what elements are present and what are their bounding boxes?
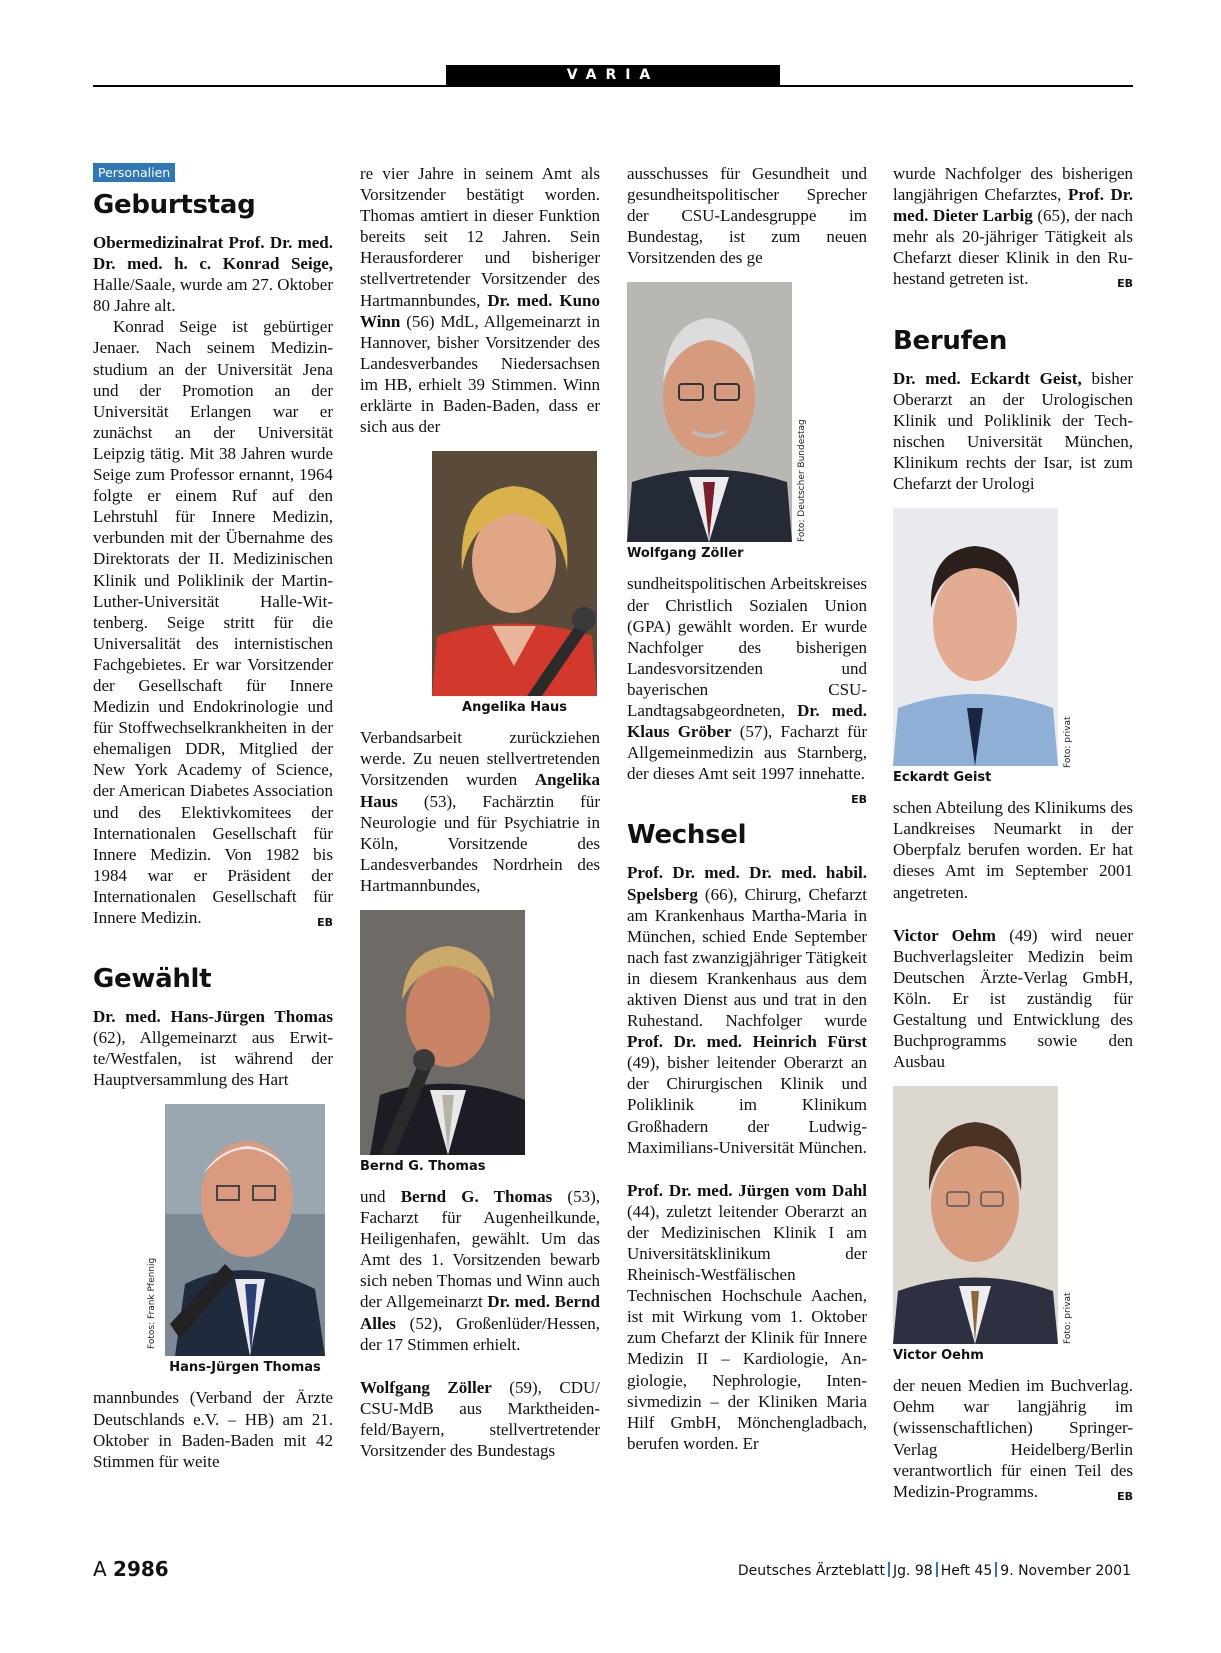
person-name: Dr. med. Eckardt Geist,: [893, 368, 1082, 388]
text: Halle/Saale, wurde am 27. Oktober 80 Jahre alt.: [93, 275, 333, 316]
author-initials: EB: [851, 793, 867, 807]
paragraph: [893, 1375, 1133, 1502]
person-name: Dr. med. Hans-Jürgen Thomas: [93, 1007, 333, 1027]
header-rule: [93, 85, 1133, 87]
photo-caption: Angelika Haus: [462, 700, 567, 716]
issue: Heft 45: [940, 1563, 993, 1579]
photo-caption: Eckardt Geist: [893, 770, 992, 786]
photo-caption: Victor Oehm: [893, 1348, 984, 1364]
journal-name: Deutsches Ärzteblatt: [737, 1563, 885, 1579]
person-name: Prof. Dr. med. Heinrich Fürst: [627, 1032, 867, 1052]
separator: [995, 1562, 997, 1577]
text: und: [360, 1186, 401, 1206]
paragraph: [893, 163, 1133, 290]
paragraph: [93, 316, 333, 928]
paragraph: [360, 727, 600, 896]
paragraph: [893, 368, 1133, 495]
paragraph: [360, 1377, 600, 1461]
paragraph: [627, 573, 867, 807]
paragraph: [627, 1180, 867, 1454]
photo-caption: Bernd G. Thomas: [360, 1158, 486, 1174]
text: Konrad Seige ist gebürtiger Jenaer. Nach seinem Medizinstudium an der Universität Jena und der Promotion an der Universität Erlangen war er zunächst an der Universität Leipzig tätig. Mit 38 Jahren wurde Seige zum Professor ernannt, 1964 folgte er einem Ruf auf den Lehrstuhl für Innere Medizin, verbunden mit der Übernahme des Direktorats der II. Medizinischen Klinik und Poliklinik der Martin-Luther-Universität Halle-Wittenberg. Seige stritt für die Universalität des internistischen Fachgebietes. Er war Vorsitzender der Gesellschaft für Innere Medizin und Endokrinologie und für Stoffwechselkrankheiten in der ehemaligen DDR, Mitglied der New York Academy of Science, der American Diabetes Association und des Elektivkomitees der Internationalen Gesellschaft für Innere Medizin. Von 1982 bis 1984 war er Präsident der Internationalen Gesellschaft für Innere Medizin.: [93, 317, 333, 927]
text: mannbundes (Verband der Ärzte Deutschlands e.V. – HB) am 21. Oktober in Baden-Baden mit 42 Stimmen für weite: [93, 1388, 333, 1471]
column-4: [893, 163, 1133, 1507]
section-banner: VARIA: [446, 65, 780, 86]
text: (53), Facharzt für Augenheilkunde, Heiligenhafen, gewählt. Um das Amt des 1. Vorsitzenden bewarb sich neben Thomas und Winn auch der Allgemeinarzt: [360, 1186, 601, 1312]
photo-caption: Wolfgang Zöller: [627, 546, 744, 562]
paragraph: [93, 1387, 333, 1471]
text: bisher Oberarzt an der Urologischen Klinik und Poliklinik der Technischen Universität München, Klinikum rechts der Isar, ist zum Chefarzt der Urologi: [893, 368, 1133, 494]
text: re vier Jahre in seinem Amt als Vorsitzender bestätigt worden. Thomas amtiert in dieser Funktion bereits seit 12 Jahren. Sein Herausforderer und bisheriger stellvertretender Vorsitzender des Hartmannbundes,: [360, 164, 600, 310]
photo-credit: Fotos: Frank Pfennig: [147, 1258, 157, 1350]
figure-bernd-thomas: [360, 910, 525, 1174]
page-number: [93, 1557, 169, 1581]
text: (66), Chirurg, Chefarzt am Krankenhaus Martha-Maria in München, schied Ende September nach fast zwanzigjähriger Tätigkeit in diesem Krankenhaus aus dem aktiven Dienst aus und trat in den Ruhestand. Nachfolger wurde: [627, 884, 867, 1031]
person-name: Dr. med. Bernd Alles: [360, 1292, 600, 1333]
paragraph: [360, 163, 600, 437]
category-tag: Personalien: [93, 163, 175, 182]
portrait-photo: [165, 1104, 325, 1356]
person-name: Wolfgang Zöller: [360, 1377, 492, 1397]
heading-wechsel: Wechsel: [627, 820, 747, 851]
paragraph: [93, 232, 333, 316]
column-2: [360, 163, 600, 1461]
text: (57), Facharzt für Allgemeinmedizin aus Starnberg, der dieses Amt seit 1997 innehatte.: [627, 722, 867, 784]
person-name: Obermedizinalrat Prof. Dr. med. Dr. med. h. c. Konrad Seige,: [93, 233, 333, 274]
author-initials: EB: [1117, 277, 1133, 291]
paragraph: [360, 1186, 600, 1355]
text: (52), Großenlüder/Hessen, der 17 Stimmen erhielt.: [360, 1313, 600, 1354]
text: der neuen Medien im Buchverlag. Oehm war langjährig im (wissenschaftlichen) Springer-Verlag Heidelberg/Berlin verantwortlich für einen Teil des Medizin-Programms.: [893, 1376, 1133, 1501]
text: wurde Nachfolger des bisherigen langjährigen Chefarztes,: [893, 164, 1133, 205]
person-name: Angelika Haus: [360, 770, 600, 811]
heading-berufen: Berufen: [893, 325, 1008, 356]
text: Verbandsarbeit zurückziehen werde. Zu neuen stellvertretenden Vorsitzenden wurden: [360, 728, 600, 790]
separator: [888, 1562, 890, 1577]
portrait-photo: [893, 508, 1058, 766]
volume: Jg. 98: [892, 1563, 933, 1579]
person-name: Prof. Dr. med. Dr. med. habil. Spelsberg: [627, 863, 867, 904]
column-3: [627, 163, 867, 1454]
portrait-photo: [432, 451, 597, 696]
text: sundheitspolitischen Arbeitskreises der Christlich Sozialen Union (GPA) gewählt worden. Er wurde Nachfolger des bisherigen Landesvorsitzenden und bayerischen CSU-Landtagsabgeordneten,: [627, 574, 867, 721]
text: (53), Fachärztin für Neurologie und für Psychiatrie in Köln, Vorsitzende des Landesverbandes Nordrhein des Hartmannbundes,: [360, 791, 600, 895]
page-letter: A: [93, 1557, 107, 1581]
text: (65), der nach mehr als 20-jähriger Tätigkeit als Chefarzt dieser Klinik in den Ruhestand getreten ist.: [893, 206, 1133, 289]
heading-geburtstag: Geburtstag: [93, 190, 256, 220]
paragraph: [93, 1006, 333, 1090]
text: (62), Allgemeinarzt aus Erwitte/Westfalen, ist während der Hauptversammlung des Hart: [93, 1028, 333, 1090]
photo-credit: Foto: privat: [1063, 716, 1073, 769]
journal-info: [738, 1562, 1131, 1579]
person-name: Prof. Dr. med. Dieter Larbig: [893, 185, 1133, 226]
paragraph: [893, 797, 1133, 902]
figure-angelika-haus: [432, 451, 597, 715]
text: ausschusses für Gesundheit und gesundheitspolitischer Sprecher der CSU-Landesgruppe im Bundestag, ist zum neuen Vorsitzenden des ge: [627, 164, 867, 268]
text: (59), CDU/ CSU-MdB aus Marktheidenfeld/Bayern, stellvertretender Vorsitzender des Bundestags: [360, 1377, 600, 1460]
text: (56) MdL, Allgemeinarzt in Hannover, bisher Vorsitzender des Landesverbandes Niedersachsen im HB, erhielt 39 Stimmen. Winn erklärte in Baden-Baden, dass er sich aus der: [360, 311, 600, 437]
photo-credit: Foto: privat: [1063, 1292, 1073, 1345]
author-initials: EB: [317, 916, 333, 929]
column-1: [93, 163, 333, 1472]
heading-gewaehlt: Gewählt: [93, 964, 212, 995]
text: (49) wird neuer Buchverlagsleiter Medizin beim Deutschen Ärzte-Verlag GmbH, Köln. Er ist zuständig für Gestaltung und Entwicklung des Buchprogramms sowie den Ausbau: [893, 925, 1133, 1072]
photo-caption: Hans-Jürgen Thomas: [169, 1360, 321, 1376]
portrait-photo: [360, 910, 525, 1155]
person-name: Dr. med. Kuno Winn: [360, 290, 600, 331]
portrait-photo: [627, 282, 792, 542]
figure-eckardt-geist: [893, 508, 1073, 786]
person-name: Dr. med. Klaus Gröber: [627, 701, 867, 742]
figure-hans-juergen-thomas: [147, 1104, 325, 1376]
portrait-photo: [893, 1086, 1058, 1344]
figure-victor-oehm: [893, 1086, 1073, 1364]
text: schen Abteilung des Klinikums des Landkreises Neumarkt in der Oberpfalz berufen worden. Er hat dieses Amt im September 2001 angetreten.: [893, 798, 1133, 902]
paragraph: [627, 862, 867, 1157]
paragraph: [893, 925, 1133, 1073]
figure-wolfgang-zoeller: [627, 282, 807, 562]
person-name: Victor Oehm: [893, 925, 996, 945]
text: (44), zuletzt leitender Oberarzt an der Medizinischen Klinik I am Universitätsklinikum der Rheinisch-Westfälischen Technischen Hochschule Aachen, ist mit Wirkung vom 1. Oktober zum Chefarzt der Klinik für Innere Medizin II – Kardiologie, Angiologie, Nephrologie, Intensivmedizin – der Kliniken Maria Hilf GmbH, Mönchengladbach, berufen worden. Er: [627, 1201, 867, 1453]
person-name: Prof. Dr. med. Jürgen vom Dahl: [627, 1180, 867, 1200]
photo-credit: Foto: Deutscher Bundestag: [797, 419, 807, 543]
author-initials: EB: [1117, 1489, 1133, 1503]
text: (49), bisher leitender Oberarzt an der Chirurgischen Klinik und Poliklinik im Klinikum Großhadern der Ludwig-Maximilians-Universität München.: [627, 1053, 867, 1157]
separator: [936, 1562, 938, 1577]
page-number-value: 2986: [113, 1557, 169, 1581]
date: 9. November 2001: [1000, 1563, 1131, 1579]
paragraph: [627, 163, 867, 268]
person-name: Bernd G. Thomas: [400, 1186, 553, 1206]
